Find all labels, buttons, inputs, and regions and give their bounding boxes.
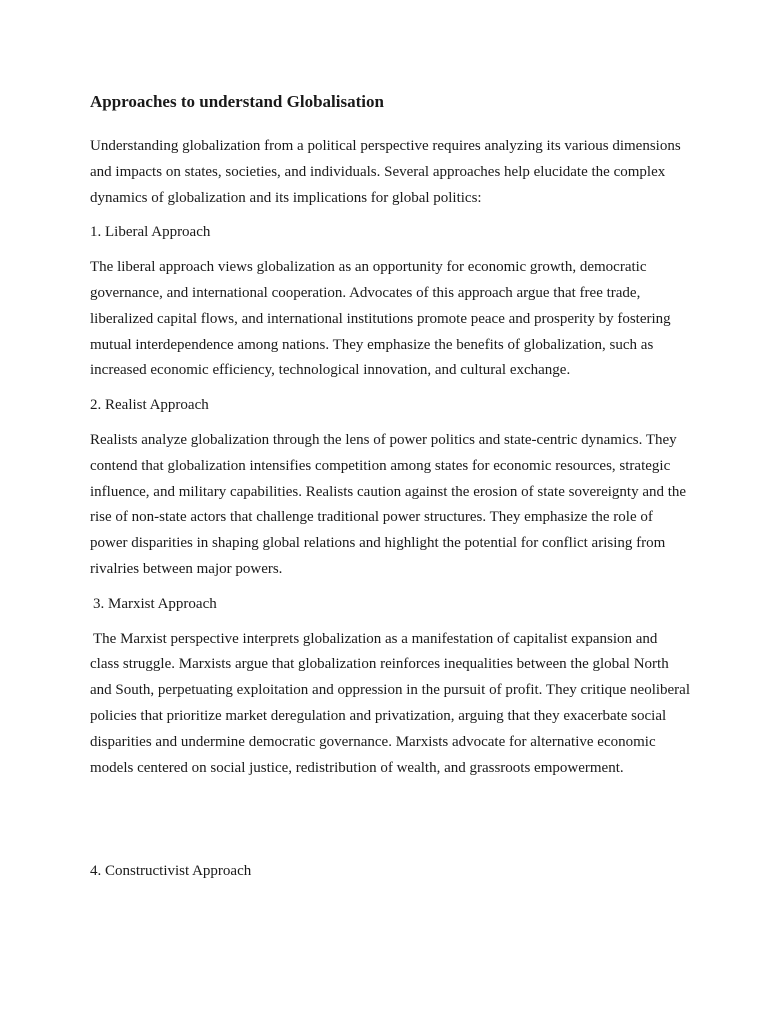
- section-heading-liberal: 1. Liberal Approach: [90, 224, 211, 241]
- section-heading-constructivist: 4. Constructivist Approach: [90, 863, 252, 880]
- section-body-marxist: The Marxist perspective interprets globalization as a manifestation of capitalist expansion and class struggle. Marxists argue that globalization reinforces inequalities between the global North and South, perpetuating exploitation and oppression in the pursuit of profit. They critique neoliberal policies that prioritize market deregulation and privatization, arguing that they exacerbate social disparities and undermine democratic governance. Marxists advocate for alternative economic models centered on social justice, redistribution of wealth, and grassroots empowerment.: [90, 630, 691, 776]
- document-title: Approaches to understand Globalisation: [90, 92, 384, 111]
- intro-paragraph: Understanding globalization from a political perspective requires analyzing its various dimensions and impacts on states, societies, and individuals. Several approaches help elucidate the complex dynamics of globalization and its implications for global politics:: [90, 138, 681, 206]
- section-body-realist: Realists analyze globalization through the lens of power politics and state-centric dynamics. They contend that globalization intensifies competition among states for economic resources, strategic influence, and military capabilities. Realists caution against the erosion of state sovereignty and the rise of non-state actors that challenge traditional power structures. They emphasize the role of power disparities in shaping global relations and highlight the potential for conflict arising from rivalries between major powers.: [90, 431, 687, 577]
- section-heading-marxist: 3. Marxist Approach: [93, 595, 217, 612]
- page-spacer: [90, 790, 690, 859]
- section-body-liberal: The liberal approach views globalization as an opportunity for economic growth, democratic governance, and international cooperation. Advocates of this approach argue that free trade, liberalized capital flows, and international institutions promote peace and prosperity by fostering mutual interdependence among nations. They emphasize the benefits of globalization, such as increased economic efficiency, technological innovation, and cultural exchange.: [90, 259, 671, 379]
- document-page: [90, 88, 690, 894]
- section-heading-realist: 2. Realist Approach: [90, 397, 209, 414]
